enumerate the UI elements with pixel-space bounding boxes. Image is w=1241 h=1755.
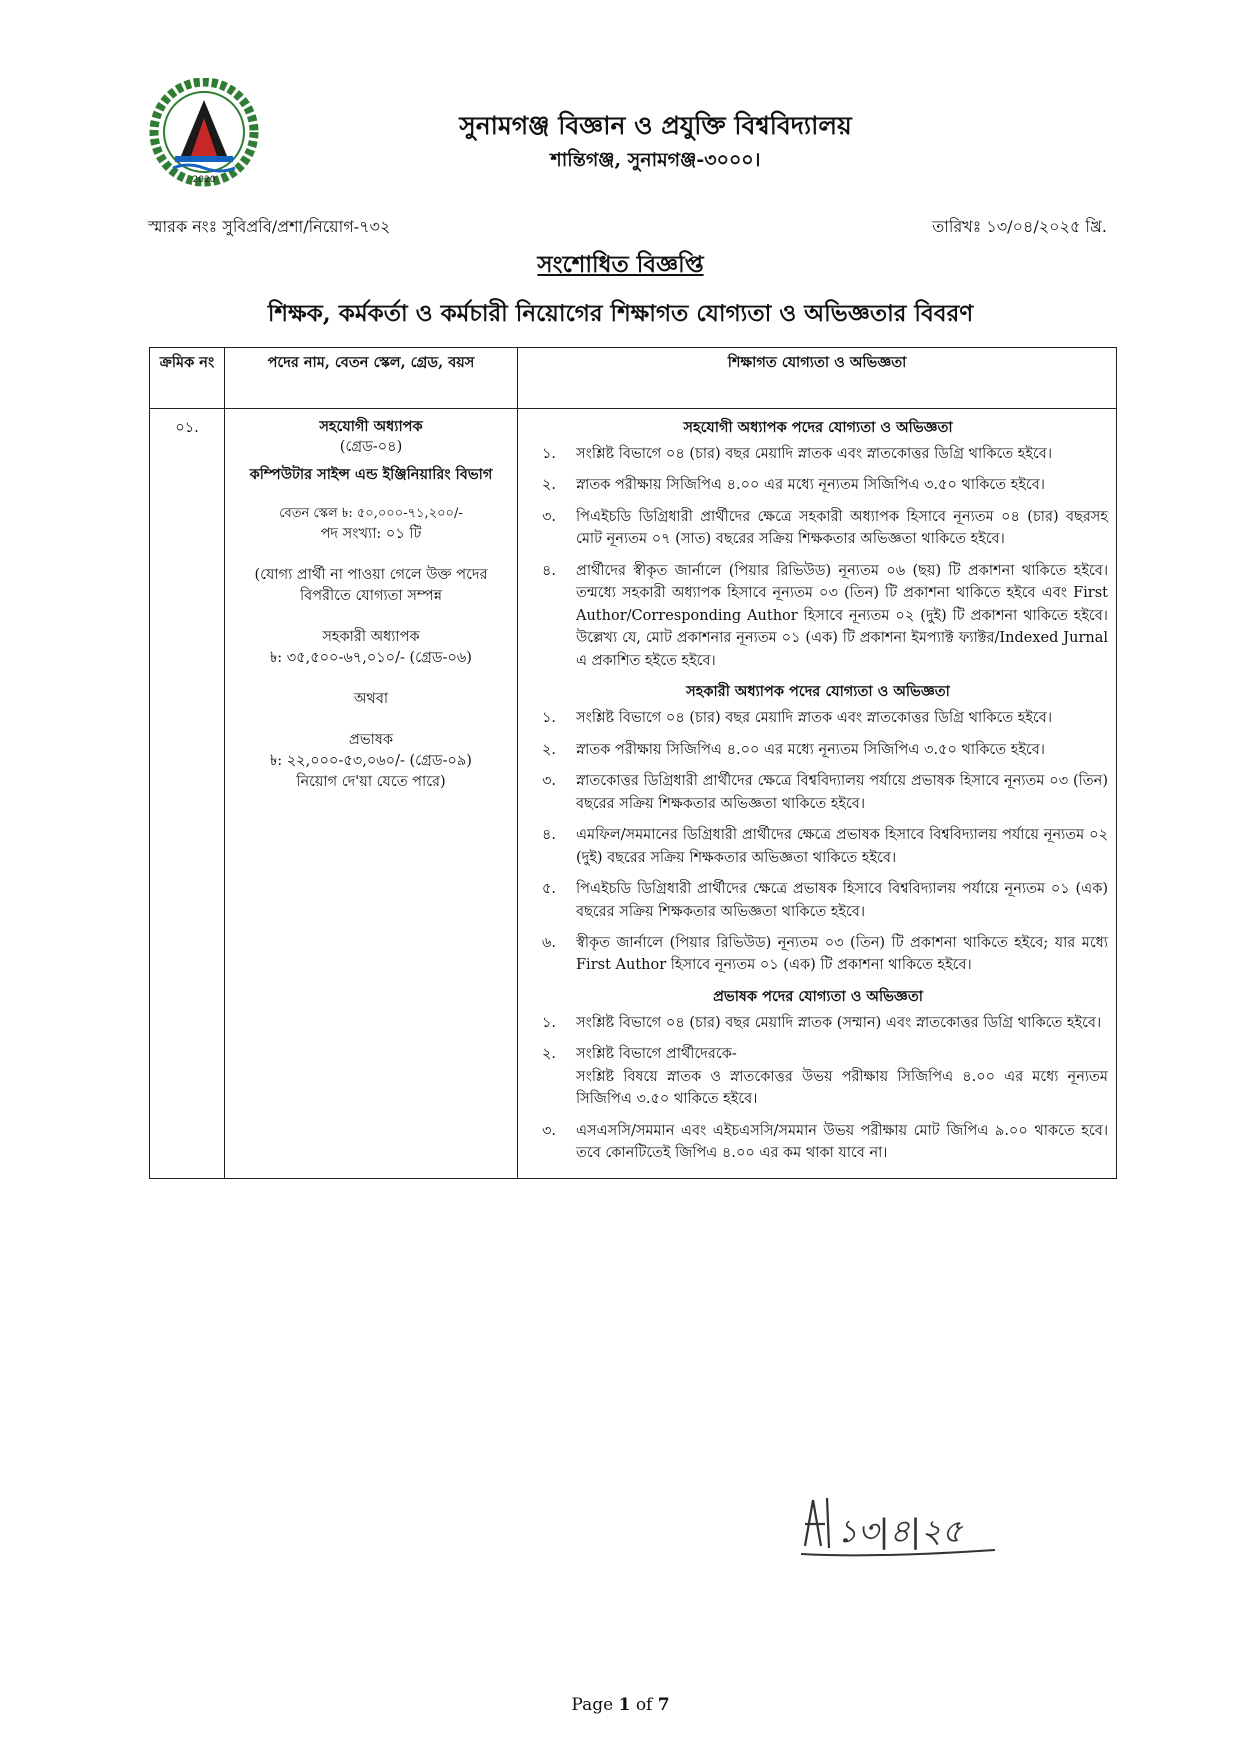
item-number: ২.	[542, 1046, 557, 1063]
item-text: পিএইচডি ডিগ্রিধারী প্রার্থীদের ক্ষেত্রে প্রভাষক হিসাবে বিশ্ববিদ্যালয় পর্যায়ে নূন্যতম ০১ (এক) বছরের সক্রিয় শিক্ষকতার অভিজ্ঞতা থাকিতে হইবে।	[576, 881, 1108, 920]
list-item	[528, 824, 1108, 869]
item-number: ১.	[542, 446, 557, 462]
item-number: ১.	[542, 1014, 557, 1031]
list-item	[528, 1043, 1108, 1110]
item-text: স্নাতক পরীক্ষায় সিজিপিএ ৪.০০ এর মধ্যে নূন্যতম সিজিপিএ ৩.৫০ থাকিতে হইবে।	[576, 477, 1045, 494]
list-item	[528, 932, 1108, 977]
item-number: ৪.	[542, 562, 557, 579]
item-text-block	[576, 1043, 1108, 1110]
logo-year: 2020	[192, 175, 216, 185]
col-post-header: পদের নাম, বেতন স্কেল, গ্রেড, বয়স	[225, 348, 518, 409]
list-item	[528, 506, 1108, 551]
post-pay-scale: বেতন স্কেল ৳: ৫০,০০০-৭১,২০০/-	[279, 506, 463, 522]
item-text: প্রার্থীদের স্বীকৃত জার্নালে (পিয়ার রিভিউড) নূন্যতম ০৬ (ছয়) টি প্রকাশনা থাকিতে হইবে।তন্মধ্যে সহকারী অধ্যাপক হিসাবে নূন্যতম ০৩ (তিন) টি প্রকাশনা থাকিতে হইবে এবং First Author/Corresponding Author হিসাবে নূন্যতম ০২ (দুই) টি প্রকাশনা থাকিতে হইবে। উল্লেখ্য যে, মোট প্রকাশনার নূন্যতম ০১ (এক) টি প্রকাশনা ইমপ্যাক্ট ফ্যাক্টর/Indexed Jurnal এ প্রকাশিত হইতে হইবে।	[576, 562, 1108, 669]
signature-date: ১৩|৪|২৫	[837, 1512, 963, 1550]
item-number: ২.	[542, 741, 557, 758]
item-number: ৩.	[542, 773, 557, 790]
page-number: 1	[618, 1695, 631, 1715]
table-row	[150, 409, 1117, 1179]
alt-post-lecturer: প্রভাষক	[349, 731, 393, 748]
post-count: পদ সংখ্যা: ০১ টি	[320, 525, 422, 542]
qualification-table	[149, 347, 1117, 1179]
page-label: Page	[571, 1695, 614, 1715]
alternative-note: (যোগ্য প্রার্থী না পাওয়া গেলে উক্ত পদের বিপরীতে যোগ্যতা সম্পন্ন	[254, 566, 488, 604]
section-heading-assistant-professor: সহকারী অধ্যাপক পদের যোগ্যতা ও অভিজ্ঞতা	[686, 683, 950, 701]
of-label: of	[635, 1695, 653, 1715]
item-text: সংশ্লিষ্ট বিভাগে ০৪ (চার) বছর মেয়াদি স্নাতক এবং স্নাতকোত্তর ডিগ্রি থাকিতে হইবে।	[576, 710, 1053, 727]
item-number: ৩.	[542, 1122, 557, 1139]
list-item	[528, 560, 1108, 672]
alternative-note-end: নিয়োগ দে'য়া যেতে পারে)	[296, 774, 446, 791]
list-item	[528, 474, 1108, 496]
list-item	[528, 878, 1108, 923]
item-text-continued: সংশ্লিষ্ট বিষয়ে স্নাতক ও স্নাতকোত্তর উভয় পরীক্ষায় সিজিপিএ ৪.০০ এর মধ্যে নূন্যতম সিজিপিএ ৩.৫০ থাকিতে হইবে।	[576, 1068, 1108, 1108]
alt-post-assistant-professor: সহকারী অধ্যাপক	[322, 628, 420, 645]
col-quals-header: শিক্ষাগত যোগ্যতা ও অভিজ্ঞতা	[518, 348, 1117, 409]
alt-or: অথবা	[353, 690, 389, 707]
item-number: ৪.	[542, 827, 557, 844]
item-text: স্নাতক পরীক্ষায় সিজিপিএ ৪.০০ এর মধ্যে নূন্যতম সিজিপিএ ৩.৫০ থাকিতে হইবে।	[576, 741, 1045, 758]
item-text: এমফিল/সমমানের ডিগ্রিধারী প্রার্থীদের ক্ষেত্রে প্রভাষক হিসাবে বিশ্ববিদ্যালয় পর্যায়ে নূন্যতম ০২ (দুই) বছরের সক্রিয় শিক্ষকতার অভিজ্ঞতা থাকিতে হইবে।	[576, 827, 1108, 866]
post-cell	[225, 409, 518, 1179]
page-footer	[0, 1695, 1241, 1715]
university-address: শান্তিগঞ্জ, সুনামগঞ্জ-৩০০০।	[550, 149, 761, 171]
notice-subject: শিক্ষক, কর্মকর্তা ও কর্মচারী নিয়োগের শিক্ষাগত যোগ্যতা ও অভিজ্ঞতার বিবরণ	[267, 300, 974, 327]
item-text: সংশ্লিষ্ট বিভাগে ০৪ (চার) বছর মেয়াদি স্নাতক (সম্মান) এবং স্নাতকোত্তর ডিগ্রি থাকিতে হইবে।	[576, 1014, 1102, 1031]
post-grade: (গ্রেড-০৪)	[339, 439, 403, 456]
item-text: সংশ্লিষ্ট বিভাগে প্রার্থীদেরকে-	[576, 1046, 737, 1063]
serial-cell: ০১.	[150, 409, 225, 1179]
alt-scale-assistant-professor: ৳: ৩৫,৫০০-৬৭,০১০/- (গ্রেড-০৬)	[270, 649, 472, 666]
list-item	[528, 739, 1108, 761]
post-title: সহযোগী অধ্যাপক	[319, 418, 423, 435]
item-text: এসএসসি/সমমান এবং এইচএসসি/সমমান উভয় পরীক্ষায় মোট জিপিএ ৯.০০ থাকতে হবে। তবে কোনটিতেই জিপিএ ৪.০০ এর কম থাকা যাবে না।	[576, 1122, 1108, 1162]
list-item	[528, 707, 1108, 729]
item-text: পিএইচডি ডিগ্রিধারী প্রার্থীদের ক্ষেত্রে সহকারী অধ্যাপক হিসাবে নূন্যতম ০৪ (চার) বছরসহ মোট নূন্যতম ০৭ (সাত) বছরের সক্রিয় শিক্ষকতার অভিজ্ঞতা থাকিতে হইবে।	[576, 508, 1108, 548]
item-number: ২.	[542, 477, 557, 494]
notice-title: সংশোধিত বিজ্ঞপ্তি	[537, 251, 704, 278]
signature	[795, 1484, 1025, 1574]
quals-cell	[518, 409, 1117, 1179]
memo-date: তারিখঃ ১৩/০৪/২০২৫ খ্রি.	[932, 217, 1107, 236]
col-serial-header: ক্রমিক নং	[150, 348, 225, 409]
memo-number: স্মারক নংঃ সুবিপ্রবি/প্রশা/নিয়োগ-৭৩২	[148, 217, 391, 236]
item-number: ৫.	[542, 881, 557, 898]
table-header-row	[150, 348, 1117, 409]
list-item	[528, 1012, 1108, 1034]
page-total: 7	[657, 1695, 670, 1715]
list-item	[528, 1120, 1108, 1165]
item-text: সংশ্লিষ্ট বিভাগে ০৪ (চার) বছর মেয়াদি স্নাতক এবং স্নাতকোত্তর ডিগ্রি থাকিতে হইবে।	[576, 446, 1053, 462]
item-text: স্বীকৃত জার্নালে (পিয়ার রিভিউড) নূন্যতম ০৩ (তিন) টি প্রকাশনা থাকিতে হইবে; যার মধ্যে First Author হিসাবে নূন্যতম ০১ (এক) টি প্রকাশনা থাকিতে হইবে।	[576, 934, 1108, 974]
list-item	[528, 770, 1108, 815]
list-item	[528, 443, 1108, 465]
item-number: ১.	[542, 710, 557, 727]
item-number: ৩.	[542, 508, 557, 525]
university-name: সুনামগঞ্জ বিজ্ঞান ও প্রযুক্তি বিশ্ববিদ্যালয়	[459, 111, 852, 140]
item-text: স্নাতকোত্তর ডিগ্রিধারী প্রার্থীদের ক্ষেত্রে বিশ্ববিদ্যালয় পর্যায়ে প্রভাষক হিসাবে নূন্যতম ০৩ (তিন) বছরের সক্রিয় শিক্ষকতার অভিজ্ঞতা থাকিতে হইবে।	[576, 773, 1108, 812]
alt-scale-lecturer: ৳: ২২,০০০-৫৩,০৬০/- (গ্রেড-০৯)	[270, 753, 472, 769]
post-department: কম্পিউটার সাইন্স এন্ড ইঞ্জিনিয়ারিং বিভাগ	[249, 466, 493, 484]
item-number: ৬.	[542, 934, 557, 951]
section-heading-lecturer: প্রভাষক পদের যোগ্যতা ও অভিজ্ঞতা	[713, 987, 923, 1005]
section-heading-associate-professor: সহযোগী অধ্যাপক পদের যোগ্যতা ও অভিজ্ঞতা	[683, 419, 953, 436]
